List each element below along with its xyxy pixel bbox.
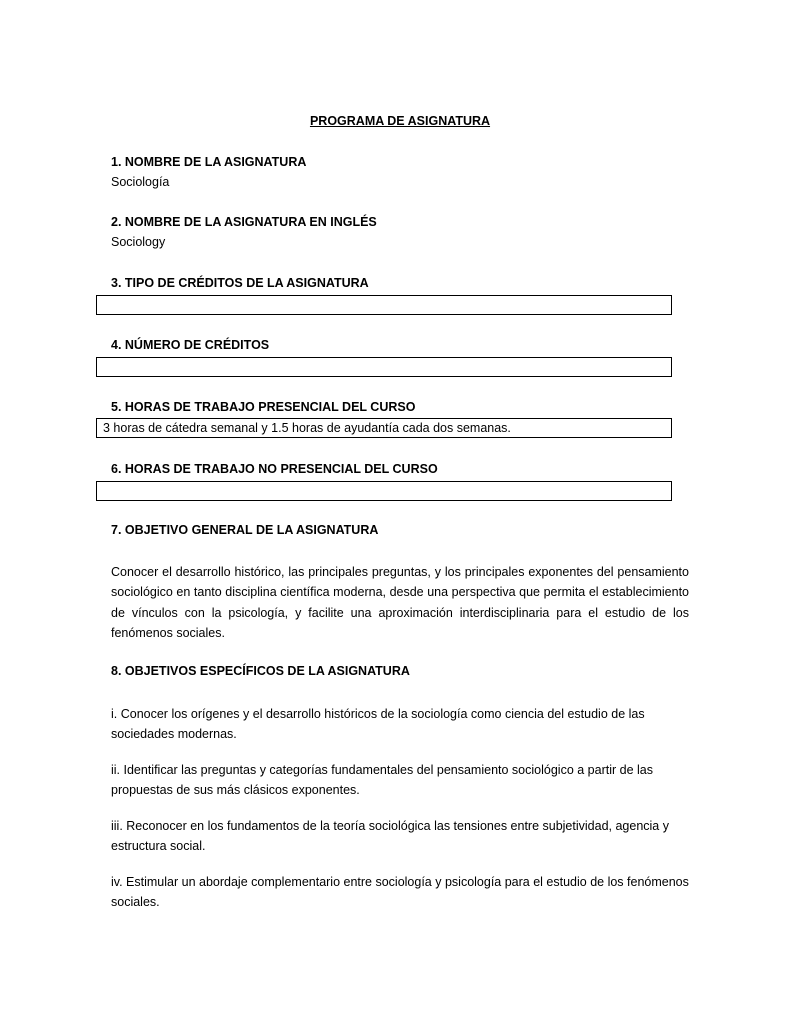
- section-4-heading: 4. NÚMERO DE CRÉDITOS: [111, 338, 270, 352]
- subject-name-english-value: Sociology: [111, 235, 166, 249]
- specific-objective-item: iv. Estimular un abordaje complementario entre sociología y psicología para el estudio de los fenómenos sociales.: [111, 875, 689, 910]
- remote-hours-field: [96, 481, 672, 501]
- specific-objective-item: ii. Identificar las preguntas y categorías fundamentales del pensamiento sociológico a partir de las propuestas de sus más clásicos exponentes.: [111, 763, 653, 798]
- in-person-hours-field: 3 horas de cátedra semanal y 1.5 horas de ayudantía cada dos semanas.: [96, 418, 672, 438]
- section-3-heading: 3. TIPO DE CRÉDITOS DE LA ASIGNATURA: [111, 276, 369, 290]
- subject-name-value: Sociología: [111, 175, 170, 189]
- section-7-heading: 7. OBJETIVO GENERAL DE LA ASIGNATURA: [111, 523, 379, 537]
- specific-objective-item: i. Conocer los orígenes y el desarrollo históricos de la sociología como ciencia del estudio de las sociedades modernas.: [111, 707, 645, 742]
- section-8-heading: 8. OBJETIVOS ESPECÍFICOS DE LA ASIGNATURA: [111, 664, 410, 678]
- credit-count-field: [96, 357, 672, 377]
- document-title: PROGRAMA DE ASIGNATURA: [309, 114, 491, 128]
- section-5-heading: 5. HORAS DE TRABAJO PRESENCIAL DEL CURSO: [111, 400, 416, 414]
- section-2-heading: 2. NOMBRE DE LA ASIGNATURA EN INGLÉS: [111, 215, 377, 229]
- specific-objective-item: iii. Reconocer en los fundamentos de la teoría sociológica las tensiones entre subjetividad, agencia y estructura social.: [111, 819, 669, 854]
- section-1-heading: 1. NOMBRE DE LA ASIGNATURA: [111, 155, 307, 169]
- general-objective-paragraph: Conocer el desarrollo histórico, las principales preguntas, y los principales exponentes del pensamiento sociológico en tanto disciplina científica moderna, desde una perspectiva que permita el establecimiento de vínculos con la psicología, y facilite una aproximación interdisciplinaria para el estudio de los fenómenos sociales.: [111, 565, 689, 640]
- credit-type-field: [96, 295, 672, 315]
- section-6-heading: 6. HORAS DE TRABAJO NO PRESENCIAL DEL CURSO: [111, 462, 438, 476]
